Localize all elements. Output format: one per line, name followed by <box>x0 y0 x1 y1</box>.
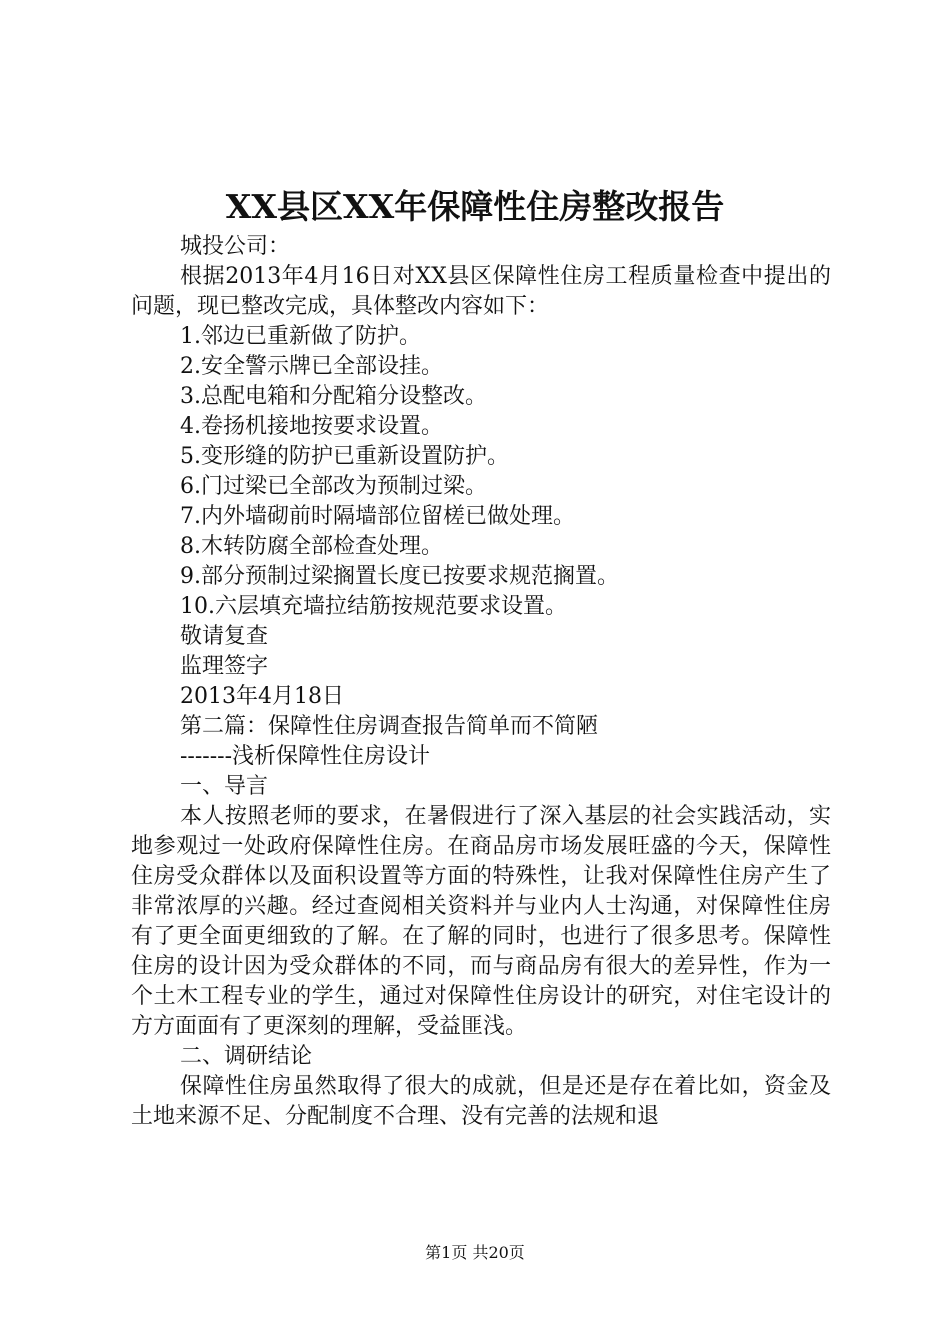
section1-heading: 一、导言 <box>180 774 269 799</box>
document-body <box>131 232 831 1132</box>
section1-paragraph: 本人按照老师的要求，在暑假进行了深入基层的社会实践活动，实地参观过一处政府保障性住房。在商品房市场发展旺盛的今天，保障性住房受众群体以及面积设置等方面的特殊性，让我对保障性住房产生了非常浓厚的兴趣。经过查阅相关资料并与业内人士沟通，对保障性住房有了更全面更细致的了解。在了解的同时，也进行了很多思考。保障性住房的设计因为受众群体的不同，而与商品房有很大的差异性，作为一个土木工程专业的学生，通过对保障性住房设计的研究，对住宅设计的方方面面有了更深刻的理解，受益匪浅。 <box>131 804 831 1039</box>
date-line: 2013年4月18日 <box>180 684 344 709</box>
section2-heading: 二、调研结论 <box>180 1044 313 1069</box>
salutation: 城投公司： <box>180 234 291 259</box>
list-item: 5.变形缝的防护已重新设置防护。 <box>180 444 509 469</box>
section2-paragraph: 保障性住房虽然取得了很大的成就，但是还是存在着比如，资金及土地来源不足、分配制度不合理、没有完善的法规和退 <box>131 1074 831 1129</box>
document-title: XX县区XX年保障性住房整改报告 <box>225 187 725 226</box>
list-item: 10.六层填充墙拉结筋按规范要求设置。 <box>180 594 567 619</box>
part2-title: 第二篇：保障性住房调查报告简单而不简陋 <box>180 714 599 739</box>
list-item: 2.安全警示牌已全部设挂。 <box>180 354 443 379</box>
part2-subtitle: -------浅析保障性住房设计 <box>180 744 431 769</box>
list-item: 7.内外墙砌前时隔墙部位留槎已做处理。 <box>180 504 575 529</box>
page-footer: 第1页 共20页 <box>425 1243 525 1262</box>
list-item: 9.部分预制过梁搁置长度已按要求规范搁置。 <box>180 564 619 589</box>
list-item: 1.邻边已重新做了防护。 <box>180 324 421 349</box>
list-item: 6.门过梁已全部改为预制过梁。 <box>180 474 487 499</box>
list-item: 3.总配电箱和分配箱分设整改。 <box>180 384 487 409</box>
signature-line: 监理签字 <box>180 654 269 679</box>
list-item: 8.木转防腐全部检查处理。 <box>180 534 443 559</box>
closing-line: 敬请复查 <box>180 624 269 649</box>
list-item: 4.卷扬机接地按要求设置。 <box>180 414 443 439</box>
intro-paragraph: 根据2013年4月16日对XX县区保障性住房工程质量检查中提出的问题，现已整改完成，具体整改内容如下： <box>131 264 831 319</box>
